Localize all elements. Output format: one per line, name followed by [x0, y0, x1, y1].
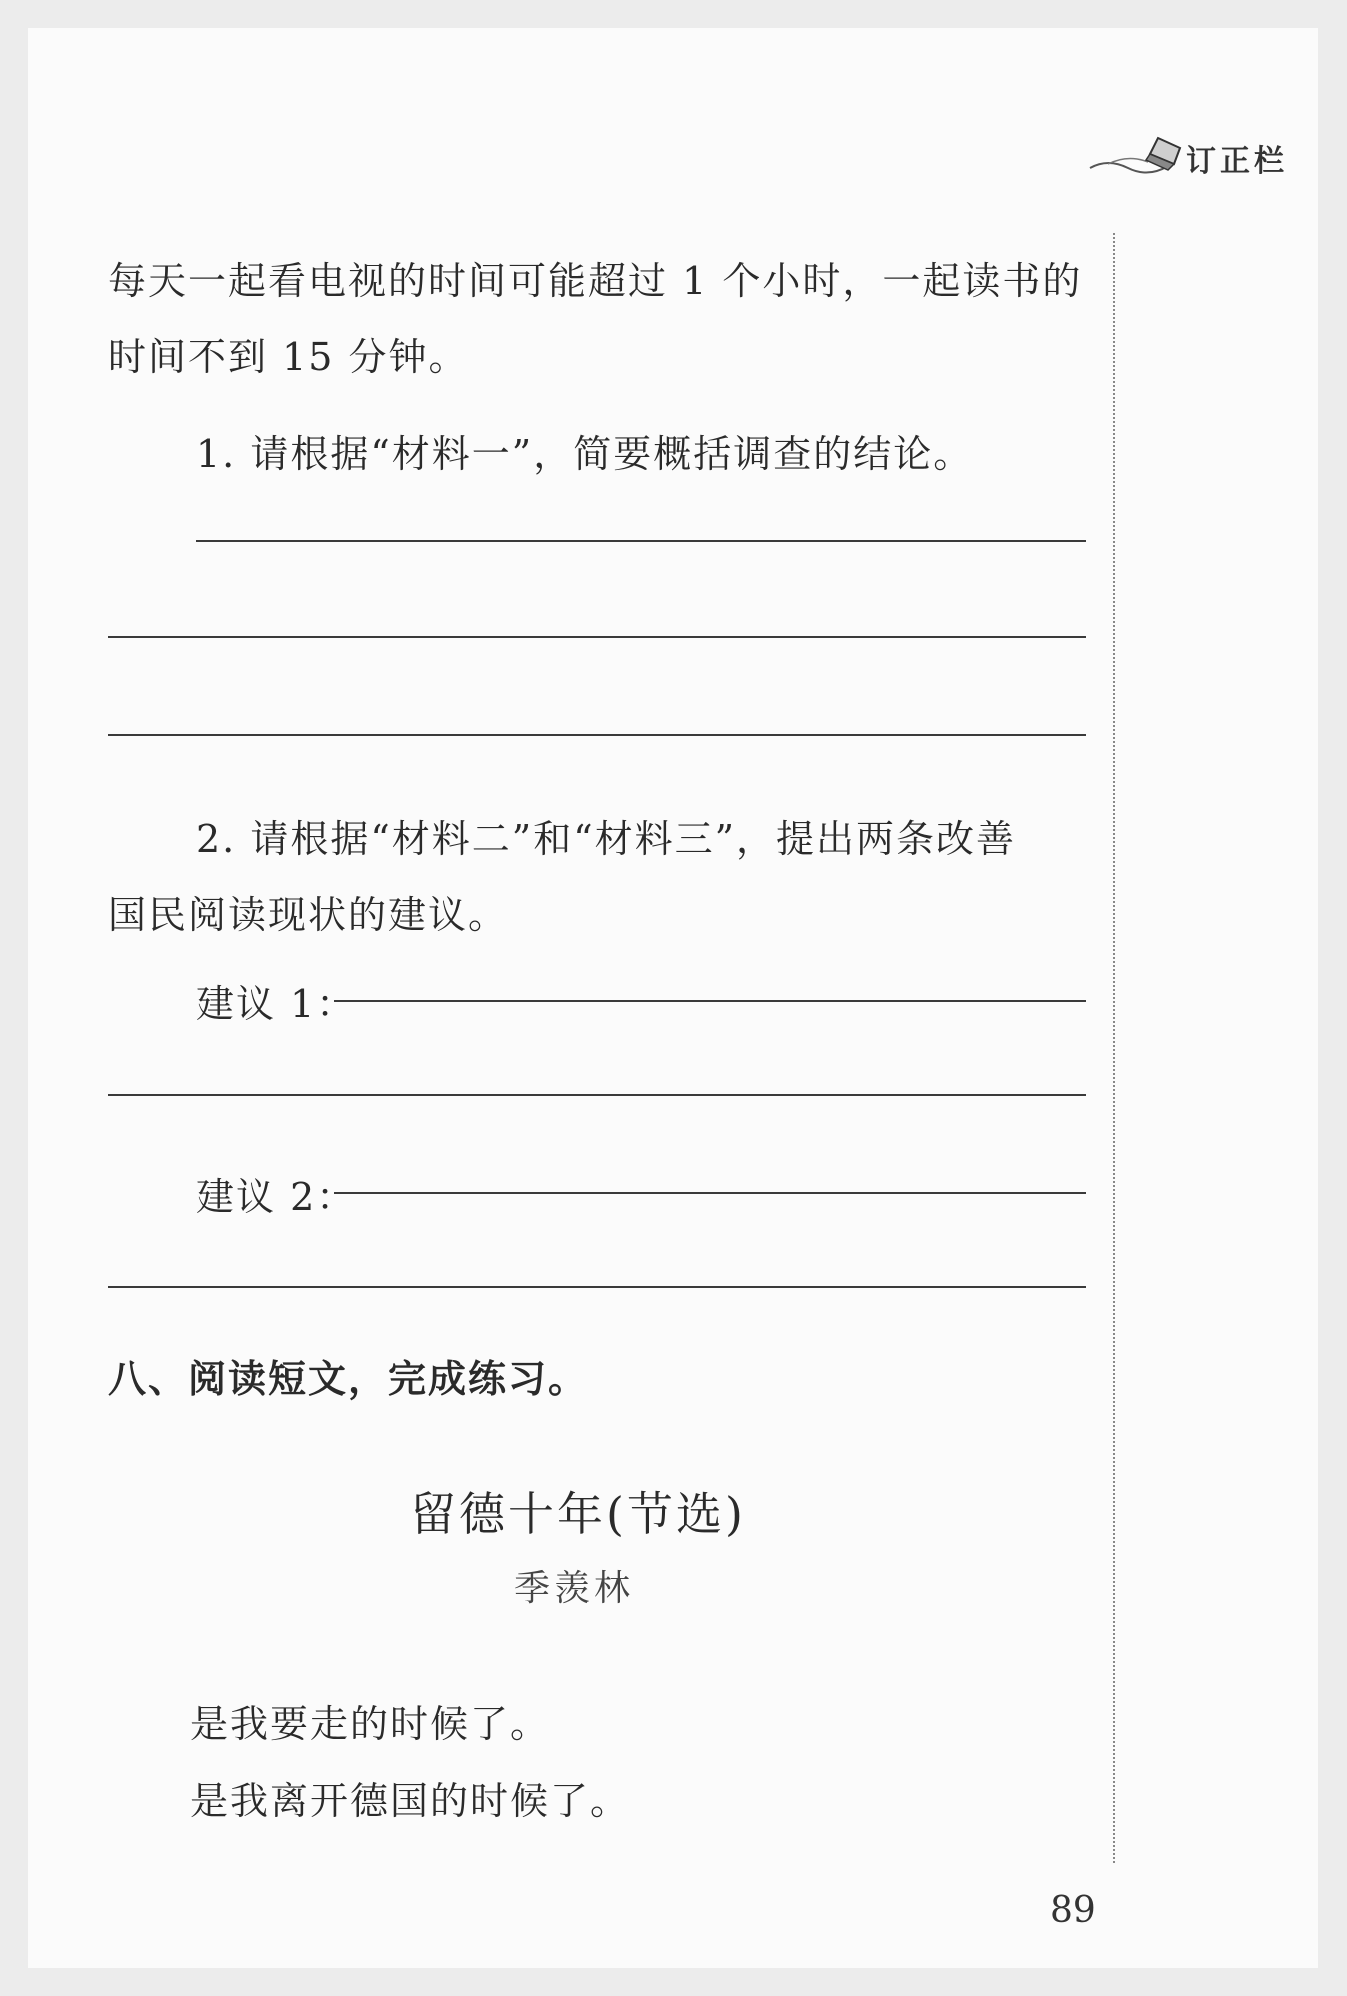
question-1: 1. 请根据“材料一”，简要概括调查的结论。	[196, 432, 974, 476]
intro-line-2: 时间不到 15 分钟。	[108, 335, 469, 379]
answer-line[interactable]	[334, 1000, 1086, 1002]
answer-line[interactable]	[108, 1094, 1086, 1096]
answer-line[interactable]	[334, 1192, 1086, 1194]
correction-column-label: 订正栏	[1186, 144, 1288, 179]
answer-line[interactable]	[196, 540, 1086, 542]
page-number: 89	[1050, 1890, 1096, 1931]
passage-line-1: 是我要走的时候了。	[190, 1702, 551, 1746]
passage-author: 季羡林	[514, 1568, 635, 1609]
worksheet-page	[28, 28, 1318, 1968]
answer-line[interactable]	[108, 636, 1086, 638]
suggestion-2-label: 建议 2：	[196, 1175, 357, 1219]
passage-line-2: 是我离开德国的时候了。	[190, 1779, 631, 1823]
answer-line[interactable]	[108, 1286, 1086, 1288]
correction-column-divider	[1113, 233, 1115, 1863]
answer-line[interactable]	[108, 734, 1086, 736]
section-8-heading: 八、阅读短文，完成练习。	[108, 1357, 589, 1401]
suggestion-1-label: 建议 1：	[196, 982, 357, 1026]
passage-title: 留德十年(节选)	[410, 1487, 746, 1541]
question-2-line-1: 2. 请根据“材料二”和“材料三”，提出两条改善	[196, 817, 1017, 861]
question-2-line-2: 国民阅读现状的建议。	[108, 893, 509, 937]
intro-line-1: 每天一起看电视的时间可能超过 1 个小时，一起读书的	[108, 259, 1083, 303]
